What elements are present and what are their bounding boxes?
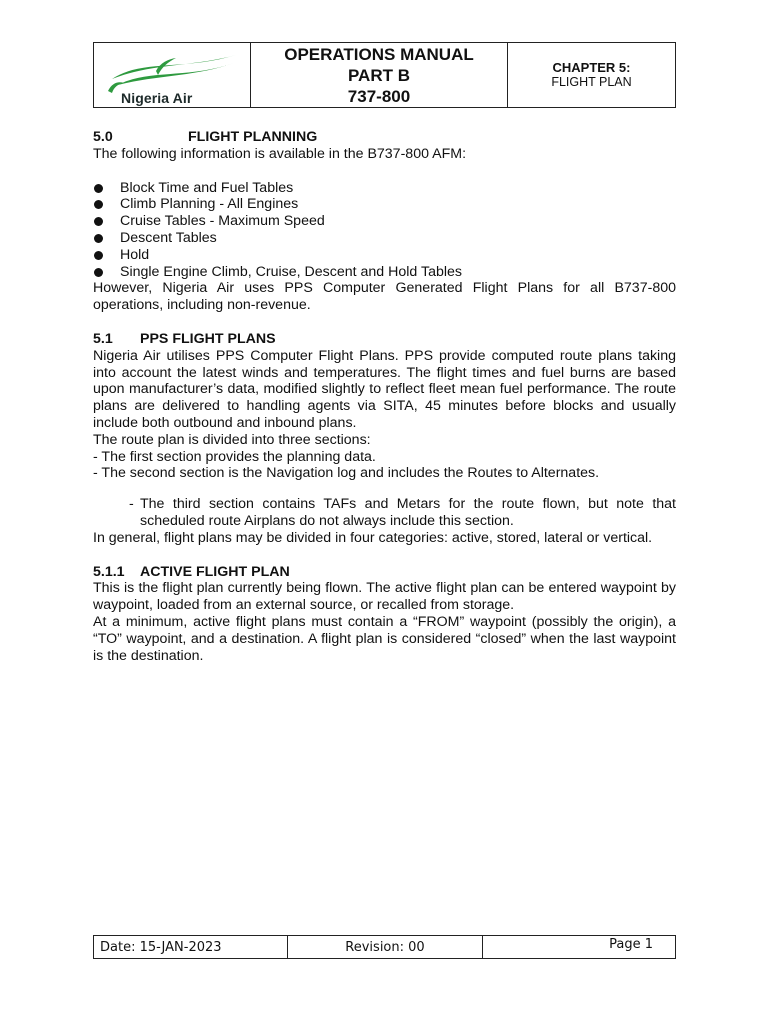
document-footer xyxy=(93,935,676,959)
logo-cell xyxy=(94,43,251,107)
list-item: Hold xyxy=(93,247,676,264)
footer-page-number: Page 1 xyxy=(609,937,653,952)
paragraph: The route plan is divided into three sections: xyxy=(93,431,371,448)
chapter-label xyxy=(508,43,675,107)
list-item: Cruise Tables - Maximum Speed xyxy=(93,213,676,230)
section-number: 5.1 xyxy=(93,330,113,347)
document-header xyxy=(93,42,676,108)
afm-contents-list xyxy=(93,180,676,281)
list-item: Single Engine Climb, Cruise, Descent and Hold Tables xyxy=(93,264,676,281)
title-line-2: PART B xyxy=(347,66,410,85)
paragraph: Nigeria Air utilises PPS Computer Flight Plans. PPS provide computed route plans taking into account the latest winds and temperatures. The flight times and fuel burns are based upon manufacturer’s data, modified slightly to reflect fleet mean fuel performance. The route plans are delivered to handling agents via SITA, 45 minutes before blocks and usually include both outbound and inbound plans. xyxy=(93,347,676,431)
title-line-3: 737-800 xyxy=(347,87,411,106)
manual-title xyxy=(251,43,508,107)
section-title: FLIGHT PLANNING xyxy=(188,129,318,145)
list-item: Descent Tables xyxy=(93,230,676,247)
section-heading-5-0 xyxy=(93,129,676,146)
section-heading-5-1-1 xyxy=(93,564,676,581)
footer-date: Date: 15-JAN-2023 xyxy=(94,936,288,958)
route-plan-section-1: - The first section provides the planning data. xyxy=(93,448,376,465)
route-plan-section-3 xyxy=(129,496,676,530)
dash-marker: - xyxy=(129,496,134,513)
section-heading-5-1 xyxy=(93,331,676,348)
section-title: PPS FLIGHT PLANS xyxy=(140,330,276,347)
paragraph: This is the flight plan currently being flown. The active flight plan can be entered waypoint by waypoint, loaded from an external source, or recalled from storage. xyxy=(93,580,676,614)
nigeria-air-logo-icon xyxy=(102,49,242,93)
route-plan-section-3-text: The third section contains TAFs and Metars for the route flown, but note that scheduled route Airplans do not always include this section. xyxy=(140,496,676,529)
section-intro: The following information is available in the B737-800 AFM: xyxy=(93,145,467,162)
list-item: Climb Planning - All Engines xyxy=(93,196,676,213)
section-number: 5.1.1 xyxy=(93,563,125,580)
section-number: 5.0 xyxy=(93,129,113,145)
chapter-title: FLIGHT PLAN xyxy=(551,75,632,89)
document-body xyxy=(93,129,676,664)
paragraph: At a minimum, active flight plans must contain a “FROM” waypoint (possibly the origin), a “TO” waypoint, and a destination. A flight plan is considered “closed” when the last waypoint is the destination. xyxy=(93,613,676,664)
logo-text: Nigeria Air xyxy=(121,90,193,106)
list-item: Block Time and Fuel Tables xyxy=(93,180,676,197)
footer-revision: Revision: 00 xyxy=(288,936,483,958)
route-plan-section-2: - The second section is the Navigation log and includes the Routes to Alternates. xyxy=(93,465,600,482)
title-line-1: OPERATIONS MANUAL xyxy=(284,45,474,64)
chapter-number: CHAPTER 5: xyxy=(552,60,631,75)
pps-note: However, Nigeria Air uses PPS Computer Generated Flight Plans for all B737-800 operations, including non-revenue. xyxy=(93,280,676,314)
section-title: ACTIVE FLIGHT PLAN xyxy=(140,563,290,580)
flight-plan-categories: In general, flight plans may be divided in four categories: active, stored, lateral or vertical. xyxy=(93,529,653,546)
